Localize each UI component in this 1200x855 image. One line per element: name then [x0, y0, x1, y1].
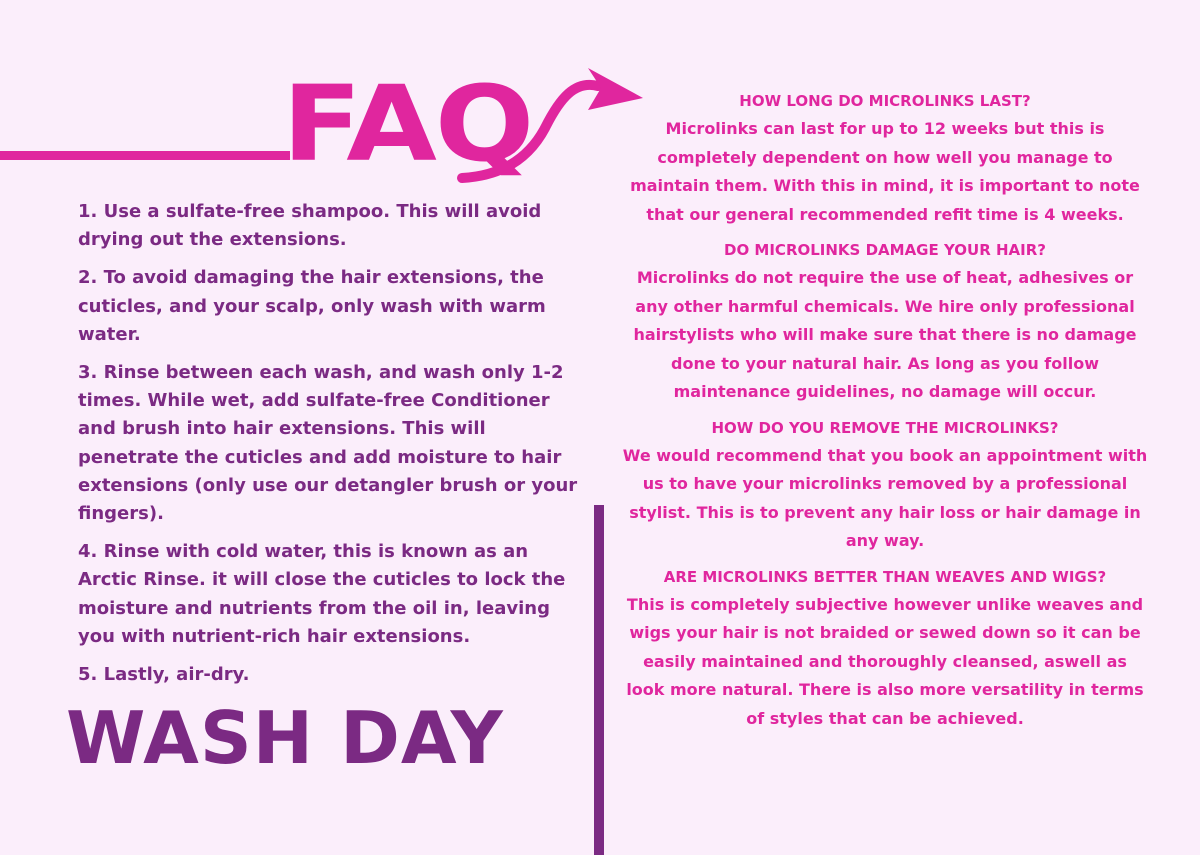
faq-question: ARE MICROLINKS BETTER THAN WEAVES AND WIGS? [663, 567, 1107, 586]
faq-answer: We would recommend that you book an appointment with us to have your microlinks removed by a professional stylist. This is to prevent any hair loss or hair damage in any way. [622, 445, 1148, 550]
faq-question: DO MICROLINKS DAMAGE YOUR HAIR? [724, 241, 1046, 259]
faq-underline-stroke [0, 151, 290, 160]
faq-question: HOW LONG DO MICROLINKS LAST? [739, 92, 1031, 110]
faq-item [622, 88, 1148, 229]
faq-heading: FAQ [282, 63, 532, 185]
wash-step: 5. Lastly, air-dry. [78, 664, 250, 686]
faq-item [622, 564, 1148, 734]
wash-steps-list [78, 198, 578, 699]
wash-step: 1. Use a sulfate-free shampoo. This will avoid drying out the extensions. [78, 201, 542, 251]
faq-answer: Microlinks do not require the use of heat, adhesives or any other harmful chemicals. We hire only professional hairstylists who will make sure that there is no damage done to your natural hair. As long as you follow maintenance guidelines, no damage will occur. [633, 268, 1137, 401]
faq-answer: Microlinks can last for up to 12 weeks but this is completely dependent on how well you manage to maintain them. With this in mind, it is important to note that our general recommended refit time is 4 weeks. [630, 119, 1140, 224]
vertical-divider [594, 505, 604, 855]
faq-item [622, 415, 1148, 556]
faq-list [622, 88, 1148, 741]
faq-item [622, 237, 1148, 407]
wash-day-title: WASH DAY [66, 696, 504, 780]
wash-step: 4. Rinse with cold water, this is known as an Arctic Rinse. it will close the cuticles to lock the moisture and nutrients from the oil in, leaving you with nutrient-rich hair extensions. [78, 541, 566, 647]
faq-question: HOW DO YOU REMOVE THE MICROLINKS? [711, 418, 1059, 437]
wash-step: 2. To avoid damaging the hair extensions, the cuticles, and your scalp, only wash with warm water. [78, 267, 546, 345]
faq-heading-graphic [0, 0, 660, 200]
faq-answer: This is completely subjective however unlike weaves and wigs your hair is not braided or sewed down so it can be easily maintained and thoroughly cleansed, aswell as look more natural. There is also more versatility in terms of styles that can be achieved. [626, 594, 1144, 728]
wash-step: 3. Rinse between each wash, and wash only 1-2 times. While wet, add sulfate-free Conditioner and brush into hair extensions. This will penetrate the cuticles and add moisture to hair extensions (only use our detangler brush or your fingers). [78, 362, 578, 525]
